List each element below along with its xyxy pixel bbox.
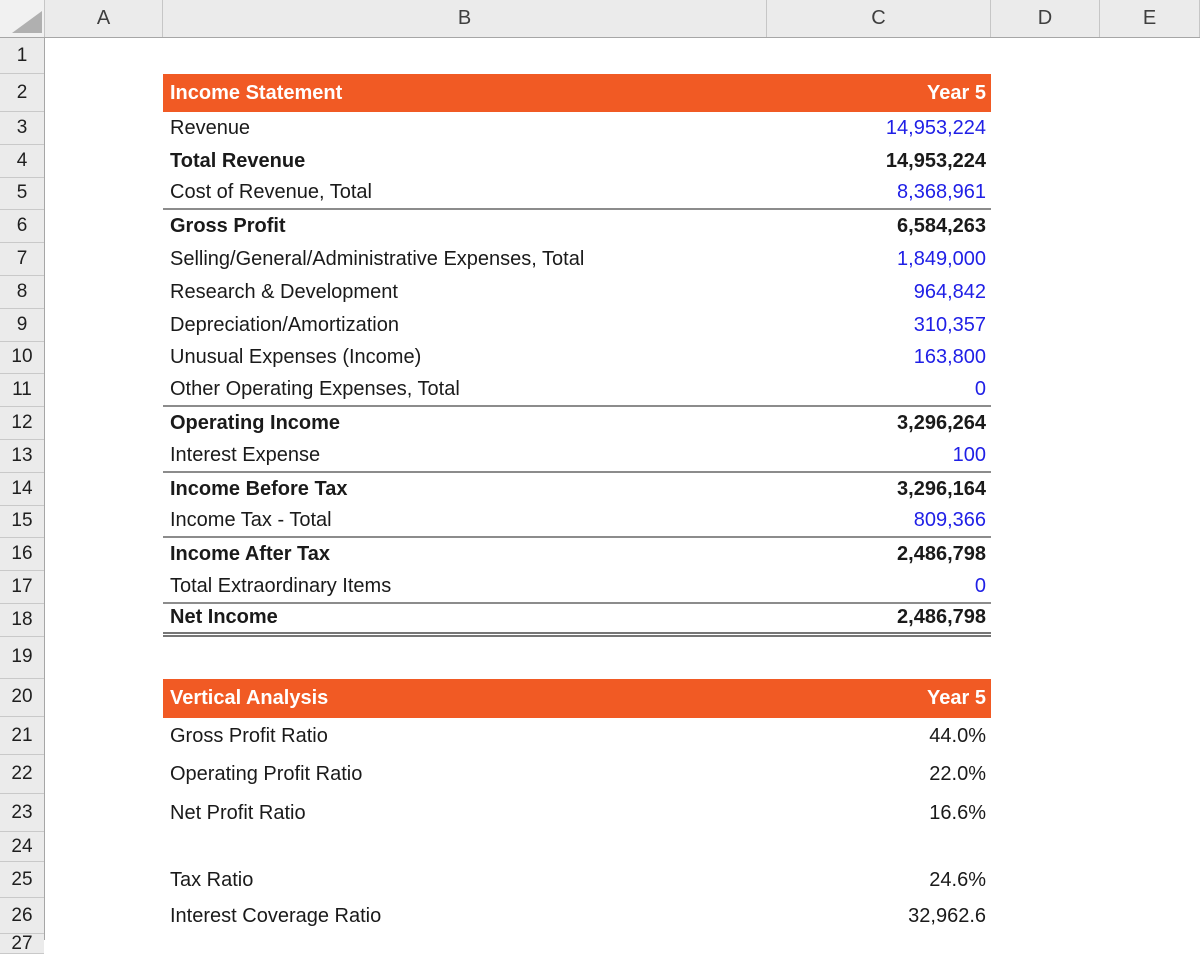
- row-header-2[interactable]: 2: [0, 74, 44, 112]
- row-label: Gross Profit Ratio: [170, 724, 328, 747]
- vertical-analysis-row[interactable]: [163, 755, 991, 794]
- row-header-9[interactable]: 9: [0, 309, 44, 342]
- vertical-analysis-header-bar[interactable]: [163, 679, 991, 718]
- row-value: 14,953,224: [885, 149, 986, 172]
- row-label: Operating Income: [170, 412, 341, 435]
- row-label: Interest Expense: [170, 443, 321, 466]
- row-header-21[interactable]: 21: [0, 717, 44, 756]
- column-header-b[interactable]: B: [163, 0, 767, 37]
- select-all-corner[interactable]: [0, 0, 45, 37]
- income-statement-row[interactable]: [163, 276, 991, 309]
- vertical-analysis-row[interactable]: [163, 862, 991, 898]
- row-value: 14,953,224: [885, 116, 986, 139]
- column-header-c[interactable]: C: [767, 0, 991, 37]
- income-statement-row[interactable]: [163, 178, 991, 211]
- row-header-4[interactable]: 4: [0, 145, 44, 178]
- row-value: 0: [974, 378, 986, 401]
- income-statement-title: Income Statement: [170, 81, 343, 104]
- vertical-analysis-title: Vertical Analysis: [170, 686, 329, 709]
- row-label: Revenue: [170, 116, 251, 139]
- row-value: 44.0%: [929, 724, 986, 747]
- column-header-a[interactable]: A: [45, 0, 163, 37]
- row-header-13[interactable]: 13: [0, 440, 44, 473]
- row-value: 24.6%: [929, 868, 986, 891]
- row-value: 310,357: [913, 313, 986, 336]
- row-header-column: [0, 38, 45, 954]
- column-header-row: [0, 0, 1200, 38]
- row-value: 3,296,164: [897, 477, 986, 500]
- row-header-16[interactable]: 16: [0, 538, 44, 571]
- row-label: Income After Tax: [170, 543, 331, 566]
- row-header-17[interactable]: 17: [0, 571, 44, 604]
- row-value: 32,962.6: [908, 904, 986, 927]
- row-value: 100: [952, 443, 986, 466]
- income-statement-row[interactable]: [163, 112, 991, 145]
- income-statement-row[interactable]: [163, 210, 991, 243]
- income-statement-row[interactable]: [163, 538, 991, 571]
- select-all-triangle-icon: [12, 11, 42, 33]
- vertical-analysis-row[interactable]: [163, 717, 991, 756]
- income-statement-row[interactable]: [163, 374, 991, 407]
- row-label: Selling/General/Administrative Expenses, Total: [170, 248, 585, 271]
- row-header-11[interactable]: 11: [0, 374, 44, 407]
- row-header-12[interactable]: 12: [0, 407, 44, 440]
- row-header-8[interactable]: 8: [0, 276, 44, 309]
- income-statement-row[interactable]: [163, 342, 991, 375]
- row-label: Unusual Expenses (Income): [170, 346, 422, 369]
- row-label: Tax Ratio: [170, 868, 254, 891]
- row-header-10[interactable]: 10: [0, 342, 44, 375]
- row-header-18[interactable]: 18: [0, 604, 44, 637]
- row-header-20[interactable]: 20: [0, 679, 44, 717]
- row-value: 163,800: [913, 346, 986, 369]
- row-value: 3,296,264: [897, 412, 986, 435]
- column-header-e[interactable]: E: [1100, 0, 1200, 37]
- column-header-d[interactable]: D: [991, 0, 1100, 37]
- row-header-22[interactable]: 22: [0, 755, 44, 794]
- row-label: Net Income: [170, 606, 278, 629]
- row-value: 6,584,263: [897, 215, 986, 238]
- row-label: Interest Coverage Ratio: [170, 904, 382, 927]
- row-value: 809,366: [913, 509, 986, 532]
- income-statement-row[interactable]: [163, 506, 991, 539]
- row-label: Total Revenue: [170, 149, 306, 172]
- row-header-24[interactable]: 24: [0, 832, 44, 862]
- row-label: Operating Profit Ratio: [170, 763, 363, 786]
- row-label: Research & Development: [170, 280, 398, 303]
- row-label: Income Tax - Total: [170, 509, 332, 532]
- income-statement-row[interactable]: [163, 309, 991, 342]
- income-statement-row[interactable]: [163, 473, 991, 506]
- row-value: 2,486,798: [897, 543, 986, 566]
- row-header-3[interactable]: 3: [0, 112, 44, 145]
- row-header-19[interactable]: 19: [0, 637, 44, 679]
- vertical-analysis-period-label: Year 5: [927, 686, 986, 709]
- row-header-25[interactable]: 25: [0, 862, 44, 898]
- row-header-14[interactable]: 14: [0, 473, 44, 506]
- row-header-27[interactable]: 27: [0, 934, 44, 954]
- row-value: 1,849,000: [897, 248, 986, 271]
- income-statement-row[interactable]: [163, 440, 991, 473]
- income-statement-row[interactable]: [163, 604, 991, 637]
- row-label: Gross Profit: [170, 215, 286, 238]
- income-statement-row[interactable]: [163, 571, 991, 604]
- row-label: Cost of Revenue, Total: [170, 181, 372, 204]
- row-value: 0: [974, 575, 986, 598]
- row-value: 8,368,961: [897, 181, 986, 204]
- income-statement-header-bar[interactable]: [163, 74, 991, 112]
- row-header-15[interactable]: 15: [0, 506, 44, 539]
- row-header-6[interactable]: 6: [0, 210, 44, 243]
- row-label: Depreciation/Amortization: [170, 313, 399, 336]
- row-header-23[interactable]: 23: [0, 794, 44, 833]
- row-value: 22.0%: [929, 763, 986, 786]
- vertical-analysis-row[interactable]: [163, 898, 991, 934]
- row-label: Income Before Tax: [170, 477, 348, 500]
- row-header-7[interactable]: 7: [0, 243, 44, 276]
- row-value: 964,842: [913, 280, 986, 303]
- row-header-1[interactable]: 1: [0, 38, 44, 74]
- row-header-5[interactable]: 5: [0, 178, 44, 211]
- income-statement-row[interactable]: [163, 243, 991, 276]
- income-statement-row[interactable]: [163, 407, 991, 440]
- row-value: 16.6%: [929, 801, 986, 824]
- row-value: 2,486,798: [897, 606, 986, 629]
- row-label: Net Profit Ratio: [170, 801, 306, 824]
- row-label: Other Operating Expenses, Total: [170, 378, 460, 401]
- vertical-analysis-row[interactable]: [163, 794, 991, 833]
- income-statement-row[interactable]: [163, 145, 991, 178]
- row-label: Total Extraordinary Items: [170, 575, 392, 598]
- row-header-26[interactable]: 26: [0, 898, 44, 934]
- income-statement-period-label: Year 5: [927, 81, 986, 104]
